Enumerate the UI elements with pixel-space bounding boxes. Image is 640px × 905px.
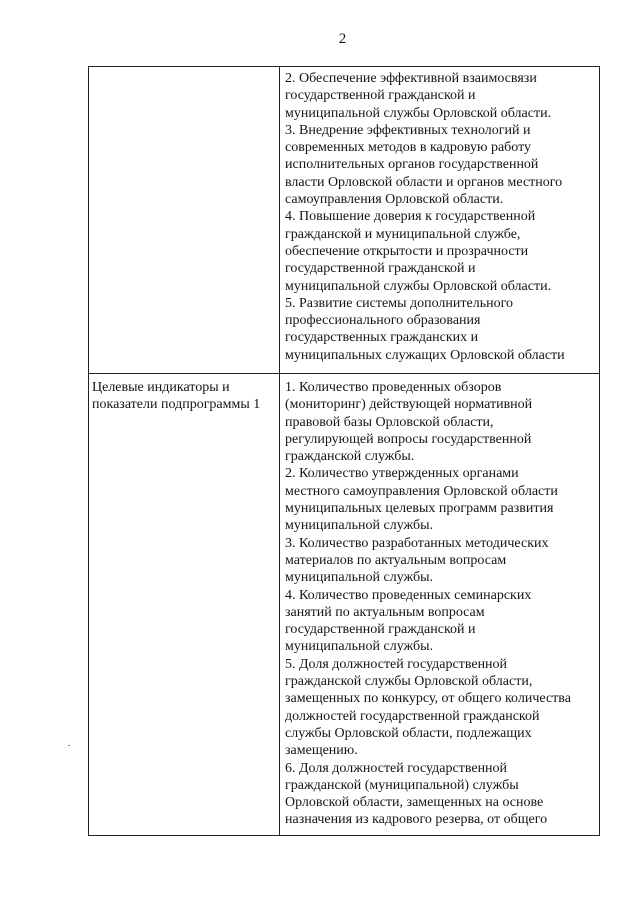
table-row-divider [89,373,599,374]
page-number: 2 [338,31,347,47]
text-line: современных методов в кадровую работу [285,140,532,156]
text-line: муниципальных целевых программ развития [285,501,554,517]
text-line: правовой базы Орловской области, [285,414,494,430]
text-line: 2. Количество утвержденных органами [285,466,519,482]
text-line: (мониторинг) действующей нормативной [285,397,533,413]
text-line: занятий по актуальным вопросам [285,604,485,620]
scan-artifact [68,745,70,746]
document-table [88,66,600,836]
goals-content-cell [285,70,565,364]
text-line: муниципальной службы. [285,570,434,586]
text-line: показатели подпрограммы 1 [92,397,261,413]
text-line: службы Орловской области, подлежащих [285,725,532,741]
text-line: должностей государственной гражданской [285,708,540,724]
text-line: муниципальной службы Орловской области. [285,105,552,121]
text-line: 1. Количество проведенных обзоров [285,380,502,395]
text-line: 5. Развитие системы дополнительного [285,295,513,311]
text-line: гражданской службы Орловской области, [285,674,533,690]
text-line: 2. Обеспечение эффективной взаимосвязи [285,71,537,86]
text-line: гражданской и муниципальной службе, [285,226,521,242]
text-line: государственных гражданских и [285,330,479,346]
text-line: Орловской области, замещенных на основе [285,795,544,811]
table-column-divider [279,67,280,835]
text-line: самоуправления Орловской области. [285,192,504,208]
text-line: регулирующей вопросы государственной [285,431,532,447]
text-line: замещенных по конкурсу, от общего количества [285,691,571,707]
text-line: власти Орловской области и органов местного [285,174,563,190]
text-line: назначения из кадрового резерва, от общего [285,812,548,828]
text-line: материалов по актуальным вопросам [285,552,507,568]
text-line: местного самоуправления Орловской области [285,483,558,499]
text-line: 4. Повышение доверия к государственной [285,209,536,225]
text-line: муниципальных служащих Орловской области [285,347,565,363]
text-line: муниципальной службы Орловской области. [285,278,552,294]
text-line: 4. Количество проведенных семинарских [285,587,532,603]
text-line: муниципальной службы. [285,639,434,655]
text-line: 5. Доля должностей государственной [285,656,508,672]
text-line: государственной гражданской и [285,622,476,638]
text-line: обеспечение открытости и прозрачности [285,243,529,259]
text-line: государственной гражданской и [285,88,476,104]
text-line: гражданской (муниципальной) службы [285,777,519,793]
text-line: профессионального образования [285,313,481,329]
indicators-label-cell [92,379,260,414]
text-line: 3. Количество разработанных методических [285,535,549,551]
text-line: муниципальной службы. [285,518,434,534]
text-line: исполнительных органов государственной [285,157,539,173]
text-line: гражданской службы. [285,449,415,465]
text-line: Целевые индикаторы и [92,380,230,395]
text-line: замещению. [285,743,358,759]
text-line: 6. Доля должностей государственной [285,760,508,776]
text-line: государственной гражданской и [285,261,476,277]
indicators-content-cell [285,379,571,829]
text-line: 3. Внедрение эффективных технологий и [285,122,531,138]
